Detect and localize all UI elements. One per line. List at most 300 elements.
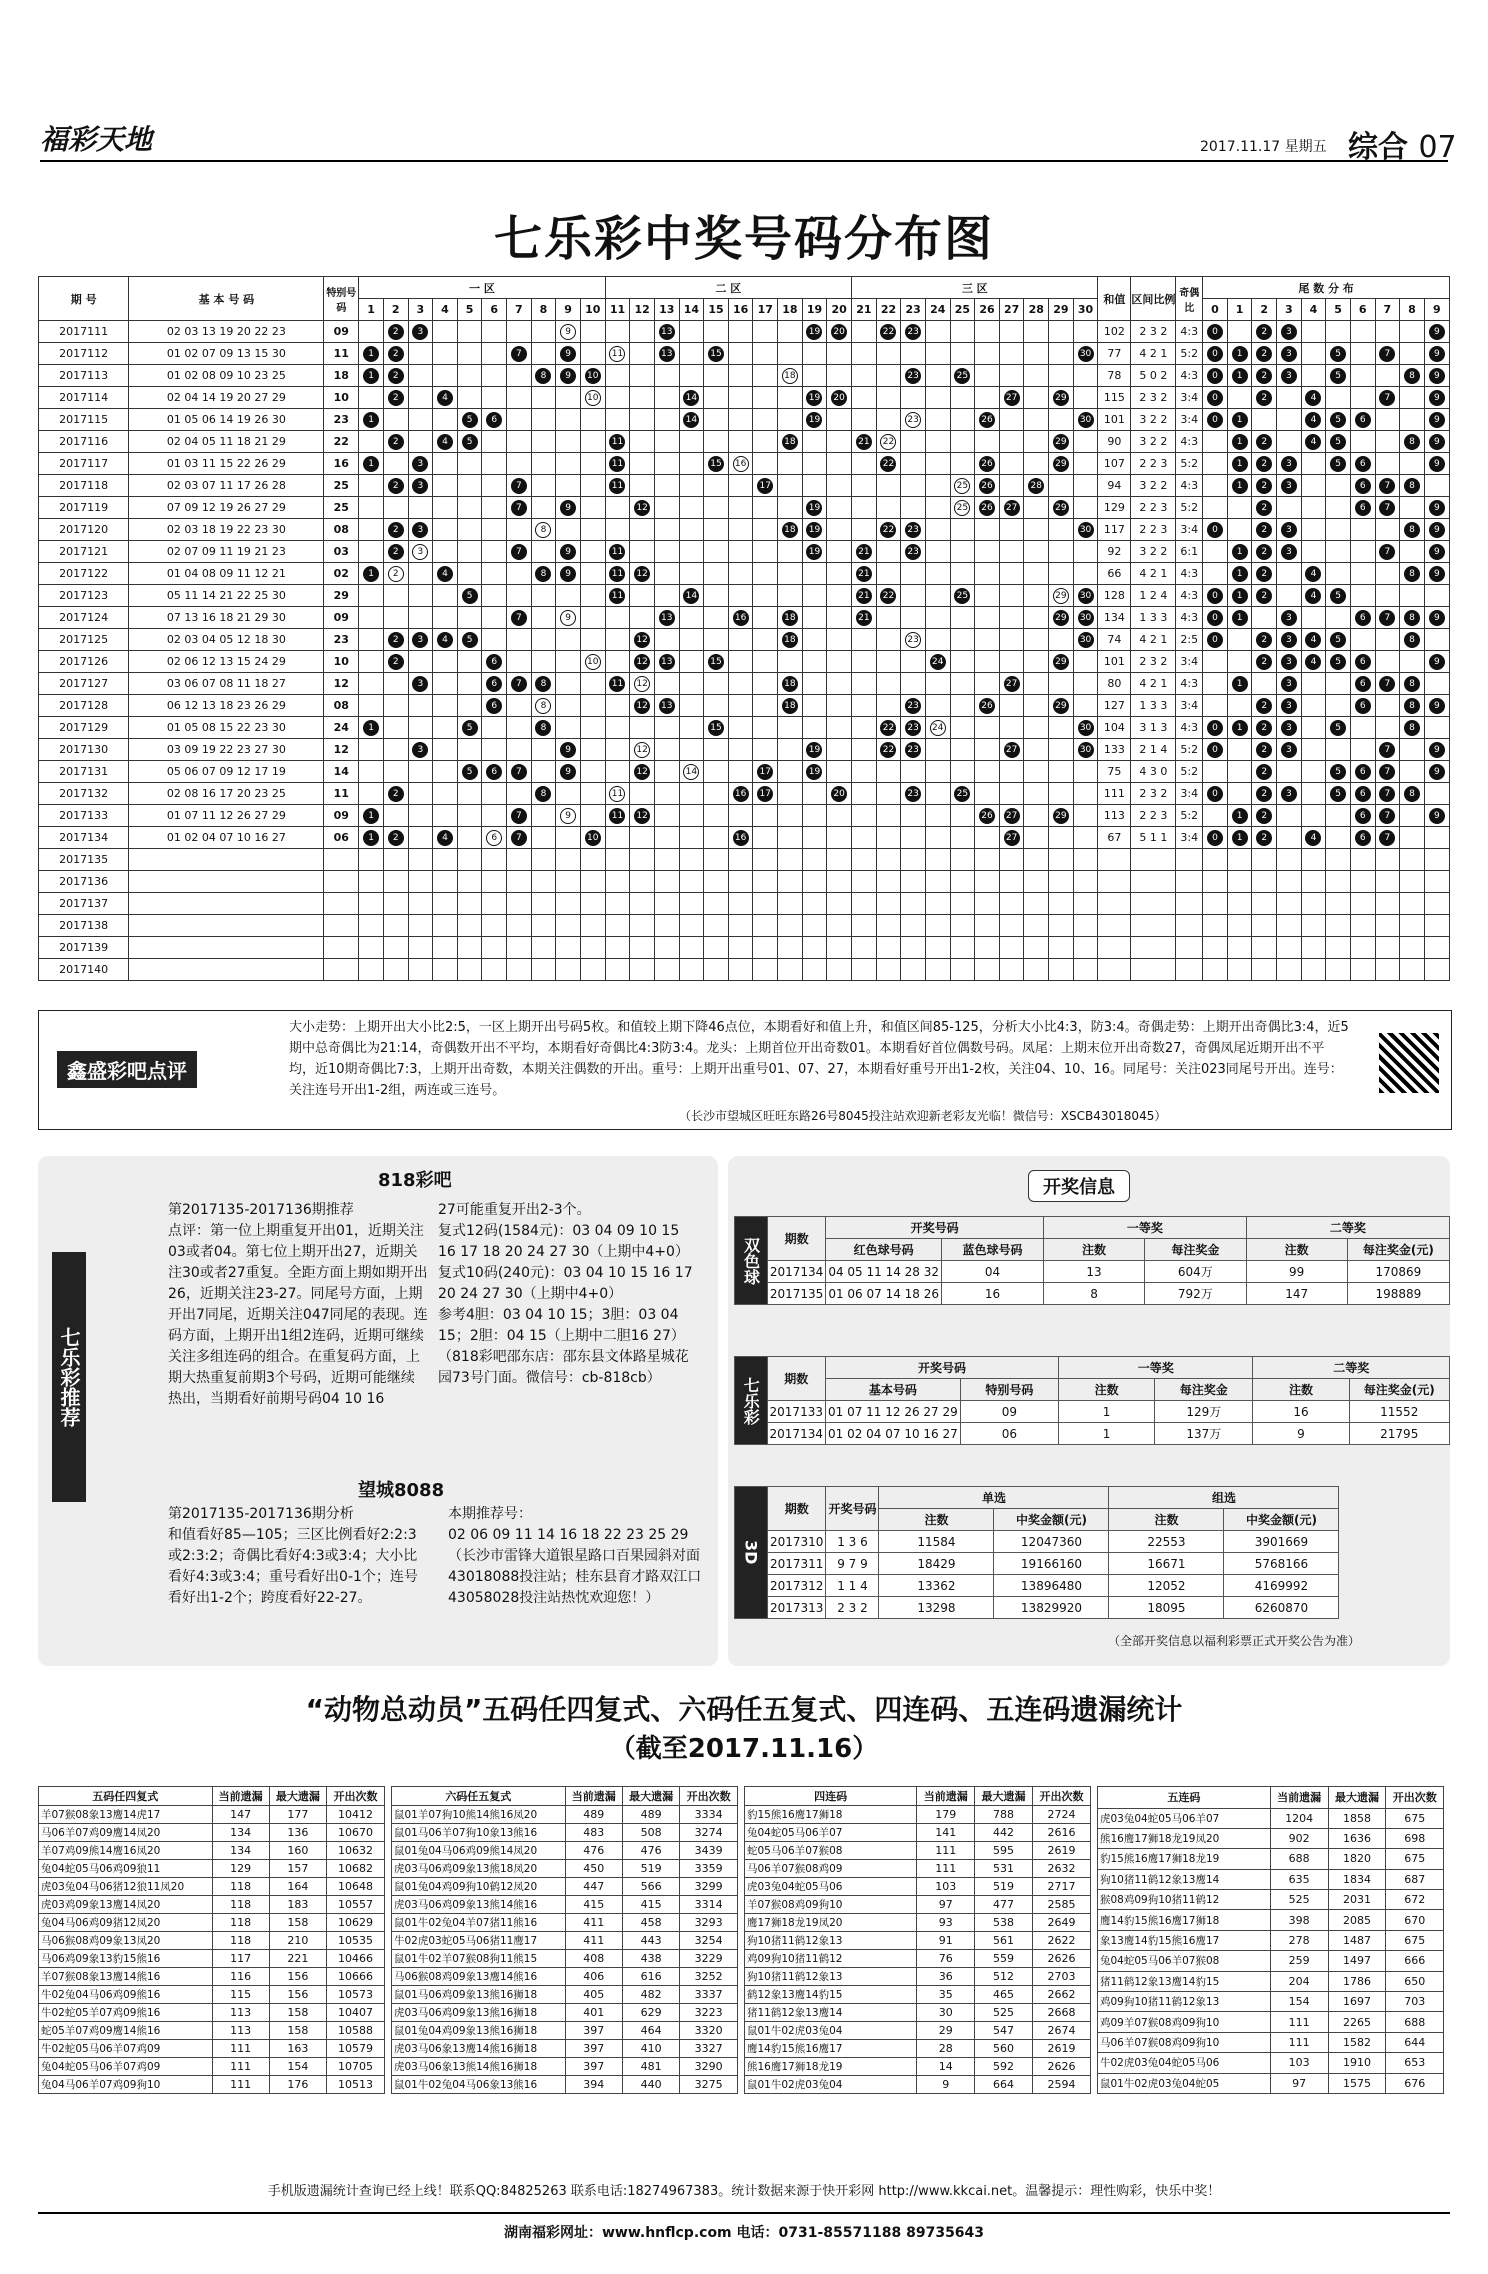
basic-numbers-cell: 07 09 12 19 26 27 29 <box>129 497 324 519</box>
number-cell <box>925 739 950 761</box>
tail-cell <box>1424 915 1449 937</box>
distribution-chart <box>38 276 1450 981</box>
number-cell <box>778 827 803 849</box>
number-cell <box>482 343 507 365</box>
number-cell <box>1024 937 1049 959</box>
header-rule <box>40 160 1448 162</box>
number-cell <box>679 783 704 805</box>
number-cell <box>901 321 926 343</box>
number-cell <box>482 497 507 519</box>
number-cell <box>679 343 704 365</box>
number-cell <box>433 827 458 849</box>
zone-header: 一 区 <box>359 277 605 299</box>
ratio-cell <box>1131 915 1176 937</box>
number-cell <box>728 937 753 959</box>
table-row <box>1098 1910 1444 1930</box>
value-cell: 698 <box>1386 1828 1444 1848</box>
number-cell <box>925 849 950 871</box>
number-cell <box>433 387 458 409</box>
value-cell: 10705 <box>326 2058 384 2076</box>
qlc-results <box>734 1356 1450 1445</box>
number-cell <box>383 783 408 805</box>
number-cell <box>876 431 901 453</box>
number-cell <box>654 849 679 871</box>
number-cell <box>753 959 778 981</box>
tail-ball: 8 <box>1404 632 1420 648</box>
value-cell: 525 <box>1270 1890 1328 1910</box>
ratio-cell: 4 3 0 <box>1131 761 1176 783</box>
number-cell <box>1049 365 1074 387</box>
number-cell <box>852 937 877 959</box>
number-cell <box>1073 475 1098 497</box>
drawn-ball: 11 <box>609 808 625 824</box>
number-cell <box>728 651 753 673</box>
oe-cell: 4:3 <box>1176 585 1203 607</box>
number-cell <box>507 321 532 343</box>
number-cell <box>975 783 1000 805</box>
number-cell <box>605 695 630 717</box>
number-cell <box>852 607 877 629</box>
tail-cell <box>1350 673 1375 695</box>
number-cell <box>753 409 778 431</box>
number-cell <box>359 431 384 453</box>
value-cell: 398 <box>1270 1910 1328 1930</box>
number-cell <box>383 343 408 365</box>
drawn-ball: 3 <box>412 632 428 648</box>
tail-cell <box>1203 937 1228 959</box>
result-cell: 2017134 <box>767 1261 825 1283</box>
tail-ball: 8 <box>1404 434 1420 450</box>
table-row <box>39 1950 385 1968</box>
number-cell <box>383 959 408 981</box>
tail-ball: 1 <box>1232 588 1248 604</box>
drawn-ball: 22 <box>880 324 896 340</box>
value-cell: 2616 <box>1032 1824 1090 1842</box>
value-cell: 666 <box>1386 1951 1444 1971</box>
tail-cell <box>1277 827 1302 849</box>
comment-address: （长沙市望城区旺旺东路26号8045投注站欢迎新老彩友光临！微信号：XSCB43018045） <box>679 1109 1167 1123</box>
tail-cell <box>1375 827 1400 849</box>
sum-header: 和值 <box>1098 277 1131 321</box>
tail-cell <box>1203 849 1228 871</box>
period-cell: 2017129 <box>39 717 129 739</box>
number-cell <box>753 475 778 497</box>
col-header: 二等奖 <box>1246 1217 1449 1239</box>
number-cell <box>408 871 433 893</box>
value-cell: 566 <box>622 1878 679 1896</box>
number-cell <box>630 695 655 717</box>
number-cell <box>925 519 950 541</box>
tail-ball: 5 <box>1330 632 1346 648</box>
number-cell <box>1073 541 1098 563</box>
number-cell <box>704 761 729 783</box>
table-row <box>39 783 1450 805</box>
tail-cell <box>1277 541 1302 563</box>
result-cell: 1 1 4 <box>826 1575 879 1597</box>
tail-digit-header: 9 <box>1424 299 1449 321</box>
tail-cell <box>1227 321 1252 343</box>
number-cell <box>876 915 901 937</box>
value-cell: 204 <box>1270 1971 1328 1991</box>
number-cell <box>827 387 852 409</box>
value-cell: 10670 <box>326 1824 384 1842</box>
number-cell <box>679 959 704 981</box>
drawn-ball: 12 <box>634 566 650 582</box>
value-cell: 111 <box>212 2076 269 2094</box>
number-cell <box>728 893 753 915</box>
value-cell: 156 <box>269 1968 326 1986</box>
value-cell: 134 <box>212 1824 269 1842</box>
tail-digit-header: 4 <box>1301 299 1326 321</box>
number-cell <box>654 827 679 849</box>
combo-cell: 牛02虎03兔04蛇05马06 <box>1098 2053 1271 2073</box>
number-cell <box>728 849 753 871</box>
number-cell <box>482 673 507 695</box>
combo-cell: 鹰14豹15熊16鹰17狮18 <box>1098 1910 1271 1930</box>
tail-ball: 9 <box>1429 808 1445 824</box>
combo-cell: 鼠01牛02虎03兔04 <box>745 2076 917 2094</box>
tail-cell <box>1252 651 1277 673</box>
number-cell <box>1049 827 1074 849</box>
col-header: 最大遗漏 <box>1328 1787 1386 1809</box>
value-cell: 415 <box>622 1896 679 1914</box>
number-cell <box>457 915 482 937</box>
number-cell <box>654 321 679 343</box>
number-cell <box>408 431 433 453</box>
drawn-ball: 6 <box>486 698 502 714</box>
number-cell <box>630 651 655 673</box>
number-cell <box>975 475 1000 497</box>
tail-ball: 3 <box>1281 786 1297 802</box>
number-cell <box>950 959 975 981</box>
header-row <box>39 1787 385 1806</box>
number-cell <box>433 651 458 673</box>
tail-cell <box>1326 761 1351 783</box>
result-cell: 18095 <box>1109 1597 1224 1619</box>
tail-cell <box>1252 959 1277 981</box>
lottery-label: 双色球 <box>735 1217 768 1305</box>
col-header: 每注奖金 <box>1155 1379 1253 1401</box>
ratio-cell: 3 1 3 <box>1131 717 1176 739</box>
number-cell <box>433 673 458 695</box>
number-cell <box>359 827 384 849</box>
number-cell <box>950 497 975 519</box>
number-cell <box>383 739 408 761</box>
number-cell <box>950 541 975 563</box>
value-cell: 158 <box>269 2022 326 2040</box>
table-row <box>735 1553 1339 1575</box>
tail-ball: 3 <box>1281 544 1297 560</box>
value-cell: 111 <box>212 2040 269 2058</box>
number-cell <box>359 673 384 695</box>
number-cell <box>1024 343 1049 365</box>
table-row <box>39 1824 385 1842</box>
combo-cell: 牛02虎03蛇05马06猪11鹰17 <box>392 1932 566 1950</box>
number-cell <box>457 409 482 431</box>
number-cell <box>852 717 877 739</box>
tail-cell <box>1424 849 1449 871</box>
number-cell <box>359 497 384 519</box>
number-cell <box>630 717 655 739</box>
result-cell: 3901669 <box>1224 1531 1339 1553</box>
value-cell: 141 <box>917 1824 975 1842</box>
number-cell <box>901 827 926 849</box>
col-header: 当前遗漏 <box>565 1787 622 1806</box>
basic-numbers-cell: 01 02 07 09 13 15 30 <box>129 343 324 365</box>
col-header: 开出次数 <box>1032 1787 1090 1806</box>
tail-cell <box>1400 629 1425 651</box>
tail-ball: 2 <box>1256 500 1272 516</box>
stats-table <box>391 1786 738 2094</box>
number-cell <box>433 695 458 717</box>
tail-cell <box>1400 783 1425 805</box>
value-cell: 3320 <box>680 2022 738 2040</box>
tail-cell <box>1203 805 1228 827</box>
tail-ball: 5 <box>1330 588 1346 604</box>
number-cell <box>654 387 679 409</box>
table-row <box>39 431 1450 453</box>
number-header: 6 <box>482 299 507 321</box>
tail-ball: 5 <box>1330 764 1346 780</box>
drawn-ball: 18 <box>782 610 798 626</box>
number-cell <box>778 365 803 387</box>
table-row <box>735 1261 1450 1283</box>
number-cell <box>359 849 384 871</box>
oe-cell: 4:3 <box>1176 607 1203 629</box>
table-row <box>39 1842 385 1860</box>
tail-cell <box>1277 893 1302 915</box>
number-cell <box>433 409 458 431</box>
tail-ball: 8 <box>1404 566 1420 582</box>
tail-cell <box>1326 343 1351 365</box>
tail-cell <box>1203 717 1228 739</box>
number-cell <box>704 959 729 981</box>
number-cell <box>778 717 803 739</box>
drawn-ball: 3 <box>412 676 428 692</box>
tail-ball: 5 <box>1330 346 1346 362</box>
tail-cell <box>1350 563 1375 585</box>
number-cell <box>975 805 1000 827</box>
number-cell <box>1049 541 1074 563</box>
tail-cell <box>1252 321 1277 343</box>
tail-ball: 6 <box>1355 808 1371 824</box>
period-cell: 2017132 <box>39 783 129 805</box>
tail-ball: 0 <box>1207 346 1223 362</box>
tail-cell <box>1252 915 1277 937</box>
number-cell <box>802 343 827 365</box>
value-cell: 158 <box>269 2004 326 2022</box>
number-cell <box>827 849 852 871</box>
number-cell <box>728 431 753 453</box>
value-cell: 111 <box>917 1860 975 1878</box>
oe-cell: 5:2 <box>1176 453 1203 475</box>
number-cell <box>876 475 901 497</box>
tail-cell <box>1350 387 1375 409</box>
tail-cell <box>1424 607 1449 629</box>
drawn-ball: 6 <box>486 764 502 780</box>
sum-cell: 127 <box>1098 695 1131 717</box>
number-cell <box>507 871 532 893</box>
number-cell <box>408 475 433 497</box>
number-cell <box>999 453 1024 475</box>
tail-cell <box>1203 827 1228 849</box>
number-cell <box>950 673 975 695</box>
number-cell <box>605 497 630 519</box>
tail-ball: 1 <box>1232 434 1248 450</box>
number-cell <box>802 959 827 981</box>
value-cell: 278 <box>1270 1930 1328 1950</box>
value-cell: 629 <box>622 2004 679 2022</box>
tail-ball: 2 <box>1256 698 1272 714</box>
tail-cell <box>1424 563 1449 585</box>
number-cell <box>999 827 1024 849</box>
drawn-ball: 15 <box>708 720 724 736</box>
number-cell <box>852 629 877 651</box>
tail-ball: 8 <box>1404 478 1420 494</box>
drawn-ball: 15 <box>708 456 724 472</box>
special-cell: 11 <box>324 343 359 365</box>
number-cell <box>1024 519 1049 541</box>
number-cell <box>507 475 532 497</box>
value-cell: 28 <box>917 2040 975 2058</box>
tail-ball: 7 <box>1379 500 1395 516</box>
combo-cell: 羊07鸡09熊14鹰16凤20 <box>39 1842 213 1860</box>
number-cell <box>433 497 458 519</box>
table-row <box>39 893 1450 915</box>
value-cell: 401 <box>565 2004 622 2022</box>
tail-cell <box>1227 849 1252 871</box>
number-cell <box>482 585 507 607</box>
header-row <box>735 1217 1450 1239</box>
drawn-ball: 6 <box>486 654 502 670</box>
drawn-ball: 19 <box>806 742 822 758</box>
result-cell: 1 <box>1059 1401 1155 1423</box>
tail-cell <box>1350 321 1375 343</box>
number-cell <box>556 585 581 607</box>
drawn-ball: 4 <box>437 830 453 846</box>
number-cell <box>630 937 655 959</box>
number-cell <box>507 387 532 409</box>
tail-ball: 9 <box>1429 456 1445 472</box>
combo-cell: 虎03马06鸡09象13熊14熊16 <box>392 1896 566 1914</box>
tail-ball: 6 <box>1355 412 1371 428</box>
drawn-ball: 30 <box>1078 742 1094 758</box>
table-row <box>735 1401 1450 1423</box>
oe-cell: 4:3 <box>1176 321 1203 343</box>
tail-cell <box>1375 321 1400 343</box>
result-cell: 16671 <box>1109 1553 1224 1575</box>
tail-cell <box>1400 673 1425 695</box>
results-panel <box>728 1156 1450 1666</box>
tail-ball: 2 <box>1256 830 1272 846</box>
value-cell: 259 <box>1270 1951 1328 1971</box>
value-cell: 129 <box>212 1860 269 1878</box>
number-cell <box>531 695 556 717</box>
stats-footnote: 手机版遗漏统计查询已经上线！联系QQ:84825263 联系电话:18274967383。统计数据来源于快开彩网 http://www.kkcai.net。温馨提示：理性购彩，快乐中奖！ <box>267 2184 1221 2199</box>
number-cell <box>876 409 901 431</box>
period-cell: 2017134 <box>39 827 129 849</box>
number-cell <box>827 607 852 629</box>
number-cell <box>925 827 950 849</box>
number-cell <box>408 893 433 915</box>
number-cell <box>531 607 556 629</box>
drawn-ball: 27 <box>1004 500 1020 516</box>
period-cell: 2017112 <box>39 343 129 365</box>
sum-cell: 78 <box>1098 365 1131 387</box>
number-cell <box>925 453 950 475</box>
drawn-ball: 17 <box>757 478 773 494</box>
number-cell <box>1073 321 1098 343</box>
number-cell <box>852 431 877 453</box>
results-table <box>734 1486 1339 1619</box>
number-cell <box>901 871 926 893</box>
tail-cell <box>1252 475 1277 497</box>
number-cell <box>704 519 729 541</box>
tail-ball: 0 <box>1207 522 1223 538</box>
number-cell <box>778 387 803 409</box>
value-cell: 688 <box>1386 2012 1444 2032</box>
number-cell <box>1049 739 1074 761</box>
ratio-cell: 3 2 2 <box>1131 409 1176 431</box>
number-cell <box>507 563 532 585</box>
drawn-ball: 5 <box>462 588 478 604</box>
tail-cell <box>1326 915 1351 937</box>
special-ball: 23 <box>905 632 921 648</box>
tail-ball: 8 <box>1404 786 1420 802</box>
number-cell <box>507 849 532 871</box>
special-cell: 10 <box>324 651 359 673</box>
number-cell <box>901 739 926 761</box>
value-cell: 10466 <box>326 1950 384 1968</box>
number-cell <box>457 783 482 805</box>
number-header: 15 <box>704 299 729 321</box>
col-header: 开奖号码 <box>825 1357 1058 1379</box>
number-cell <box>901 761 926 783</box>
number-cell <box>580 431 605 453</box>
result-cell: 11584 <box>879 1531 994 1553</box>
number-cell <box>901 409 926 431</box>
drawn-ball: 13 <box>659 654 675 670</box>
combo-cell: 牛02蛇05马06羊07鸡09 <box>39 2040 213 2058</box>
number-cell <box>359 783 384 805</box>
number-cell <box>1024 409 1049 431</box>
number-cell <box>728 607 753 629</box>
number-cell <box>1049 937 1074 959</box>
number-cell <box>876 365 901 387</box>
drawn-ball: 23 <box>905 742 921 758</box>
table-row <box>1098 1849 1444 1869</box>
number-cell <box>433 761 458 783</box>
period-cell: 2017126 <box>39 651 129 673</box>
number-cell <box>1049 761 1074 783</box>
number-cell <box>457 519 482 541</box>
number-cell <box>654 431 679 453</box>
basic-numbers-cell: 06 12 13 18 23 26 29 <box>129 695 324 717</box>
value-cell: 547 <box>975 2022 1033 2040</box>
sum-cell <box>1098 871 1131 893</box>
tail-cell <box>1424 783 1449 805</box>
result-cell: 13298 <box>879 1597 994 1619</box>
tail-cell <box>1424 497 1449 519</box>
number-cell <box>531 761 556 783</box>
value-cell: 508 <box>622 1824 679 1842</box>
value-cell: 489 <box>565 1806 622 1824</box>
special-ball: 18 <box>782 368 798 384</box>
number-cell <box>507 739 532 761</box>
tail-cell <box>1326 585 1351 607</box>
results-table <box>734 1216 1450 1305</box>
number-cell <box>605 585 630 607</box>
